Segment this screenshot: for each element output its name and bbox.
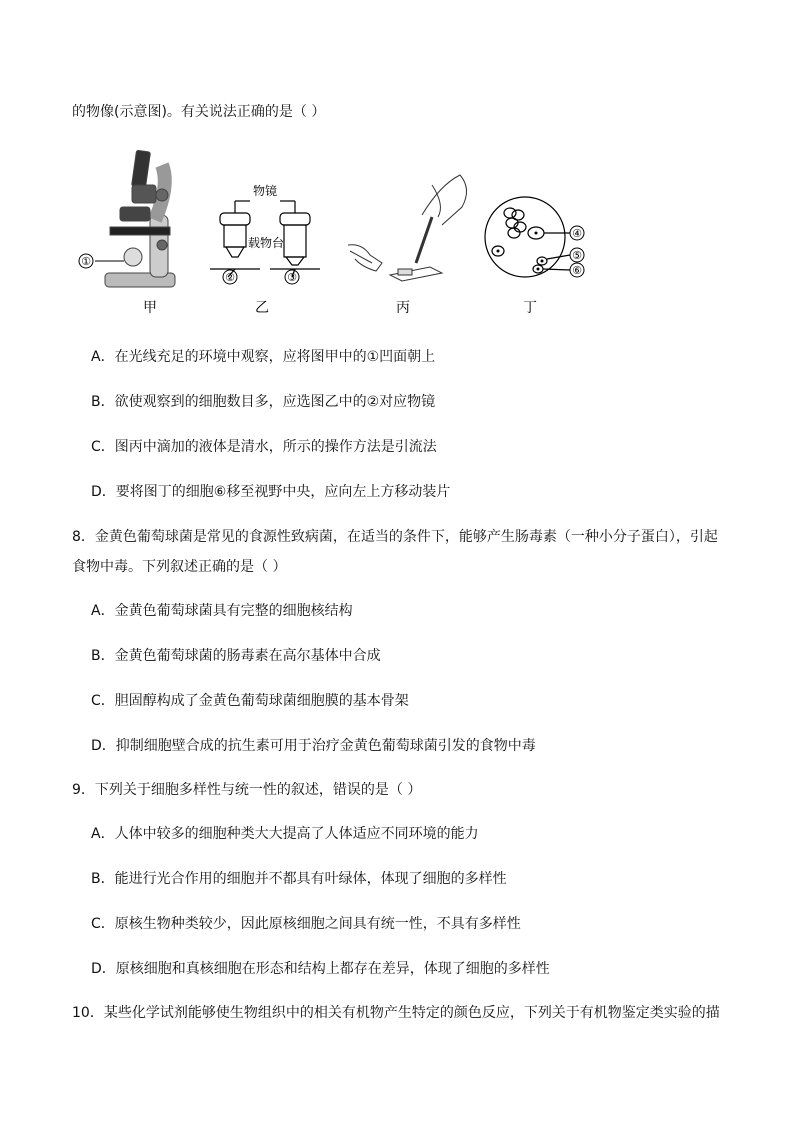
mark-6: ⑥ [572, 264, 582, 277]
mark-3: ③ [287, 271, 297, 284]
mark-4: ④ [572, 227, 582, 240]
q8-option-b: B．金黄色葡萄球菌的肠毒素在高尔基体中合成 [91, 648, 381, 664]
label-ding: 丁 [523, 300, 537, 316]
field-of-view-drawing [485, 197, 570, 277]
q8-stem-line1: 8．金黄色葡萄球菌是常见的食源性致病菌，在适当的条件下，能够产生肠毒素（一种小分子蛋白），引起 [72, 529, 718, 545]
q7-option-a: A．在光线充足的环境中观察，应将图甲中的①凹面朝上 [91, 349, 436, 365]
microscope-drawing [105, 150, 175, 287]
q9-option-c: C．原核生物种类较少，因此原核细胞之间具有统一性，不具有多样性 [91, 916, 521, 932]
q8-option-d: D．抑制细胞壁合成的抗生素可用于治疗金黄色葡萄球菌引发的食物中毒 [91, 738, 536, 754]
q7-option-d: D．要将图丁的细胞⑥移至视野中央，应向左上方移动装片 [91, 484, 451, 500]
label-yi: 乙 [255, 300, 269, 316]
slide-prep-drawing [348, 175, 467, 281]
mark-5: ⑤ [572, 249, 582, 262]
q9-stem: 9．下列关于细胞多样性与统一性的叙述，错误的是（ ） [72, 782, 422, 798]
intro-line: 的物像(示意图)。有关说法正确的是（ ） [72, 104, 326, 120]
q10-stem: 10．某些化学试剂能够使生物组织中的相关有机物产生特定的颜色反应，下列关于有机物鉴定类实验的描 [72, 1005, 720, 1021]
q9-option-b: B．能进行光合作用的细胞并不都具有叶绿体，体现了细胞的多样性 [91, 871, 507, 887]
q8-option-c: C．胆固醇构成了金黄色葡萄球菌细胞膜的基本骨架 [91, 693, 409, 709]
wujing-label: 物镜 [252, 184, 278, 198]
q7-option-b: B．欲使观察到的细胞数目多，应选图乙中的②对应物镜 [91, 394, 436, 410]
experiment-figure [70, 145, 610, 320]
figure-drawing [70, 145, 610, 320]
label-bing: 丙 [396, 300, 410, 316]
mark-2: ② [225, 271, 235, 284]
q8-option-a: A．金黄色葡萄球菌具有完整的细胞核结构 [91, 603, 353, 619]
q8-stem-line2: 食物中毒。下列叙述正确的是（ ） [72, 559, 287, 575]
mark-1: ① [81, 255, 91, 268]
q9-option-d: D．原核细胞和真核细胞在形态和结构上都存在差异，体现了细胞的多样性 [91, 961, 550, 977]
label-jia: 甲 [143, 300, 157, 316]
q9-option-a: A．人体中较多的细胞种类大大提高了人体适应不同环境的能力 [91, 826, 479, 842]
zaiwutai-label: 载物台 [247, 236, 285, 250]
q7-option-c: C．图丙中滴加的液体是清水，所示的操作方法是引流法 [91, 439, 437, 455]
